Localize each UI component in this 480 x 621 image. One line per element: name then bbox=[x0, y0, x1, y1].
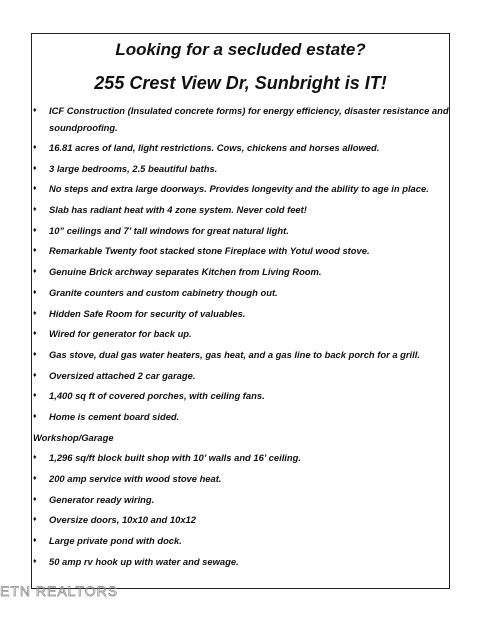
list-item: ♦ No steps and extra large doorways. Provides longevity and the ability to age in place. bbox=[33, 180, 449, 201]
list-item: ♦ 16.81 acres of land, light restrictions. Cows, chickens and horses allowed. bbox=[33, 139, 449, 160]
realtor-watermark: ETN REALTORS bbox=[0, 583, 119, 599]
list-item: ♦ Oversize doors, 10x10 and 10x12 bbox=[33, 511, 449, 532]
diamond-bullet-icon: ♦ bbox=[33, 206, 37, 214]
list-item: ♦ Generator ready wiring. bbox=[33, 491, 449, 512]
diamond-bullet-icon: ♦ bbox=[33, 107, 37, 114]
diamond-bullet-icon: ♦ bbox=[33, 537, 37, 545]
diamond-bullet-icon: ♦ bbox=[33, 247, 37, 255]
diamond-bullet-icon: ♦ bbox=[33, 330, 37, 338]
list-item: ♦ Large private pond with dock. bbox=[33, 532, 449, 553]
diamond-bullet-icon: ♦ bbox=[33, 144, 37, 151]
list-item: ♦ 1,400 sq ft of covered porches, with ceiling fans. bbox=[33, 387, 449, 408]
feature-list bbox=[33, 102, 449, 573]
diamond-bullet-icon: ♦ bbox=[33, 268, 37, 276]
list-item: ♦ Wired for generator for back up. bbox=[33, 325, 449, 346]
list-item: ♦ Gas stove, dual gas water heaters, gas heat, and a gas line to back porch for a grill. bbox=[33, 346, 449, 367]
diamond-bullet-icon: ♦ bbox=[33, 226, 37, 234]
list-item: ♦ Slab has radiant heat with 4 zone system. Never cold feet! bbox=[33, 201, 449, 222]
diamond-bullet-icon: ♦ bbox=[33, 288, 37, 296]
list-item: ♦ Remarkable Twenty foot stacked stone Fireplace with Yotul wood stove. bbox=[33, 242, 449, 263]
list-item: ♦ Granite counters and custom cabinetry though out. bbox=[33, 284, 449, 305]
list-item: ♦ 50 amp rv hook up with water and sewage. bbox=[33, 553, 449, 574]
diamond-bullet-icon: ♦ bbox=[33, 495, 37, 503]
diamond-bullet-icon: ♦ bbox=[33, 309, 37, 317]
list-item: ♦ Hidden Safe Room for security of valuables. bbox=[33, 305, 449, 326]
diamond-bullet-icon: ♦ bbox=[33, 475, 37, 482]
list-item: ♦ 1,296 sq/ft block built shop with 10’ walls and 16’ ceiling. bbox=[33, 449, 449, 470]
diamond-bullet-icon: ♦ bbox=[33, 516, 37, 524]
list-item: ♦ 3 large bedrooms, 2.5 beautiful baths. bbox=[33, 160, 449, 181]
diamond-bullet-icon: ♦ bbox=[33, 350, 37, 358]
list-item: ♦ 200 amp service with wood stove heat. bbox=[33, 470, 449, 491]
diamond-bullet-icon: ♦ bbox=[33, 412, 37, 420]
diamond-bullet-icon: ♦ bbox=[33, 164, 37, 172]
list-item: ♦ Genuine Brick archway separates Kitchen from Living Room. bbox=[33, 263, 449, 284]
list-item: ♦ ICF Construction (Insulated concrete forms) for energy efficiency, disaster resistance and soundproofing. bbox=[33, 102, 449, 139]
diamond-bullet-icon: ♦ bbox=[33, 185, 37, 193]
page-subtitle: 255 Crest View Dr, Sunbright is IT! bbox=[94, 73, 387, 93]
diamond-bullet-icon: ♦ bbox=[33, 371, 37, 379]
section-heading-workshop: Workshop/Garage bbox=[33, 431, 114, 443]
page-title: Looking for a secluded estate? bbox=[115, 40, 366, 59]
diamond-bullet-icon: ♦ bbox=[33, 392, 37, 400]
diamond-bullet-icon: ♦ bbox=[33, 454, 37, 462]
diamond-bullet-icon: ♦ bbox=[33, 557, 37, 565]
list-item: ♦ Oversized attached 2 car garage. bbox=[33, 367, 449, 388]
list-item: ♦ 10” ceilings and 7’ tall windows for great natural light. bbox=[33, 222, 449, 243]
list-item: ♦ Home is cement board sided. bbox=[33, 408, 449, 429]
